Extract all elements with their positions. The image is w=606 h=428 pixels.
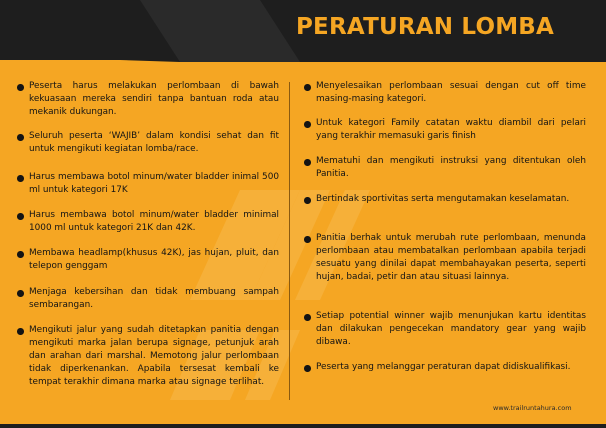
rule-text: Harus membawa botol minum/water bladder minimal 1000 ml untuk kategori 21K dan 42K.	[29, 210, 279, 233]
rule-text: Mengikuti jalur yang sudah ditetapkan panitia dengan mengikuti marka jalan berupa signage, petunjuk arah dan arahan dari marshal. Memotong jalur perlombaan tidak diperkenankan. Apabila tersesat kembali ke tempat terakhir dimana marka atau signage terlihat.	[29, 325, 279, 387]
rule-item	[17, 209, 279, 235]
rule-item	[304, 117, 586, 143]
rule-item	[304, 80, 586, 106]
rule-item	[17, 80, 279, 119]
rule-item	[304, 155, 586, 181]
bullet-icon	[304, 197, 311, 204]
rule-text: Untuk kategori Family catatan waktu diambil dari pelari yang terakhir memasuki garis finish	[316, 118, 586, 141]
bullet-icon	[17, 213, 24, 220]
rule-text: Seluruh peserta ‘WAJIB’ dalam kondisi sehat dan fit untuk mengikuti kegiatan lomba/race.	[29, 131, 279, 154]
bullet-icon	[17, 328, 24, 335]
bullet-icon	[304, 84, 311, 91]
website-url: www.trailruntahura.com	[493, 404, 572, 412]
bullet-icon	[304, 121, 311, 128]
rule-item	[17, 286, 279, 312]
rule-item	[17, 130, 279, 156]
rule-item	[304, 232, 586, 284]
bullet-icon	[17, 251, 24, 258]
bullet-icon	[17, 84, 24, 91]
rule-item	[304, 193, 586, 206]
rule-text: Menjaga kebersihan dan tidak membuang sampah sembarangan.	[29, 287, 279, 310]
rule-text: Menyelesaikan perlombaan sesuai dengan cut off time masing-masing kategori.	[316, 81, 586, 104]
rule-text: Mematuhi dan mengikuti instruksi yang ditentukan oleh Panitia.	[316, 156, 586, 179]
page-title: PERATURAN LOMBA	[296, 14, 555, 40]
bottom-strip	[0, 424, 606, 428]
bullet-icon	[304, 159, 311, 166]
bullet-icon	[304, 365, 311, 372]
rule-text: Panitia berhak untuk merubah rute perlombaan, menunda perlombaan atau membatalkan perlombaan apabila terjadi sesuatu yang dinilai dapat membahayakan peserta, seperti hujan, badai, petir dan atau situasi lainnya.	[316, 233, 586, 282]
rule-item	[304, 310, 586, 349]
bullet-icon	[304, 314, 311, 321]
bullet-icon	[17, 134, 24, 141]
rule-text: Setiap potential winner wajib menunjukan kartu identitas dan dilakukan pengecekan mandatory gear yang wajib dibawa.	[316, 311, 586, 347]
rule-text: Harus membawa botol minum/water bladder inimal 500 ml untuk kategori 17K	[29, 172, 279, 195]
bullet-icon	[17, 175, 24, 182]
column-divider	[289, 82, 290, 400]
bullet-icon	[17, 290, 24, 297]
rule-item	[17, 247, 279, 273]
rule-item	[304, 361, 586, 374]
rule-text: Membawa headlamp(khusus 42K), jas hujan, pluit, dan telepon genggam	[29, 248, 279, 271]
bullet-icon	[304, 236, 311, 243]
rule-item	[17, 324, 279, 389]
rule-text: Bertindak sportivitas serta mengutamakan keselamatan.	[316, 194, 570, 204]
rule-text: Peserta yang melanggar peraturan dapat didiskualifikasi.	[316, 362, 571, 372]
rule-item	[17, 171, 279, 197]
rule-text: Peserta harus melakukan perlombaan di bawah kekuasaan mereka sendiri tanpa bantuan roda atau mekanik dukungan.	[29, 81, 279, 117]
